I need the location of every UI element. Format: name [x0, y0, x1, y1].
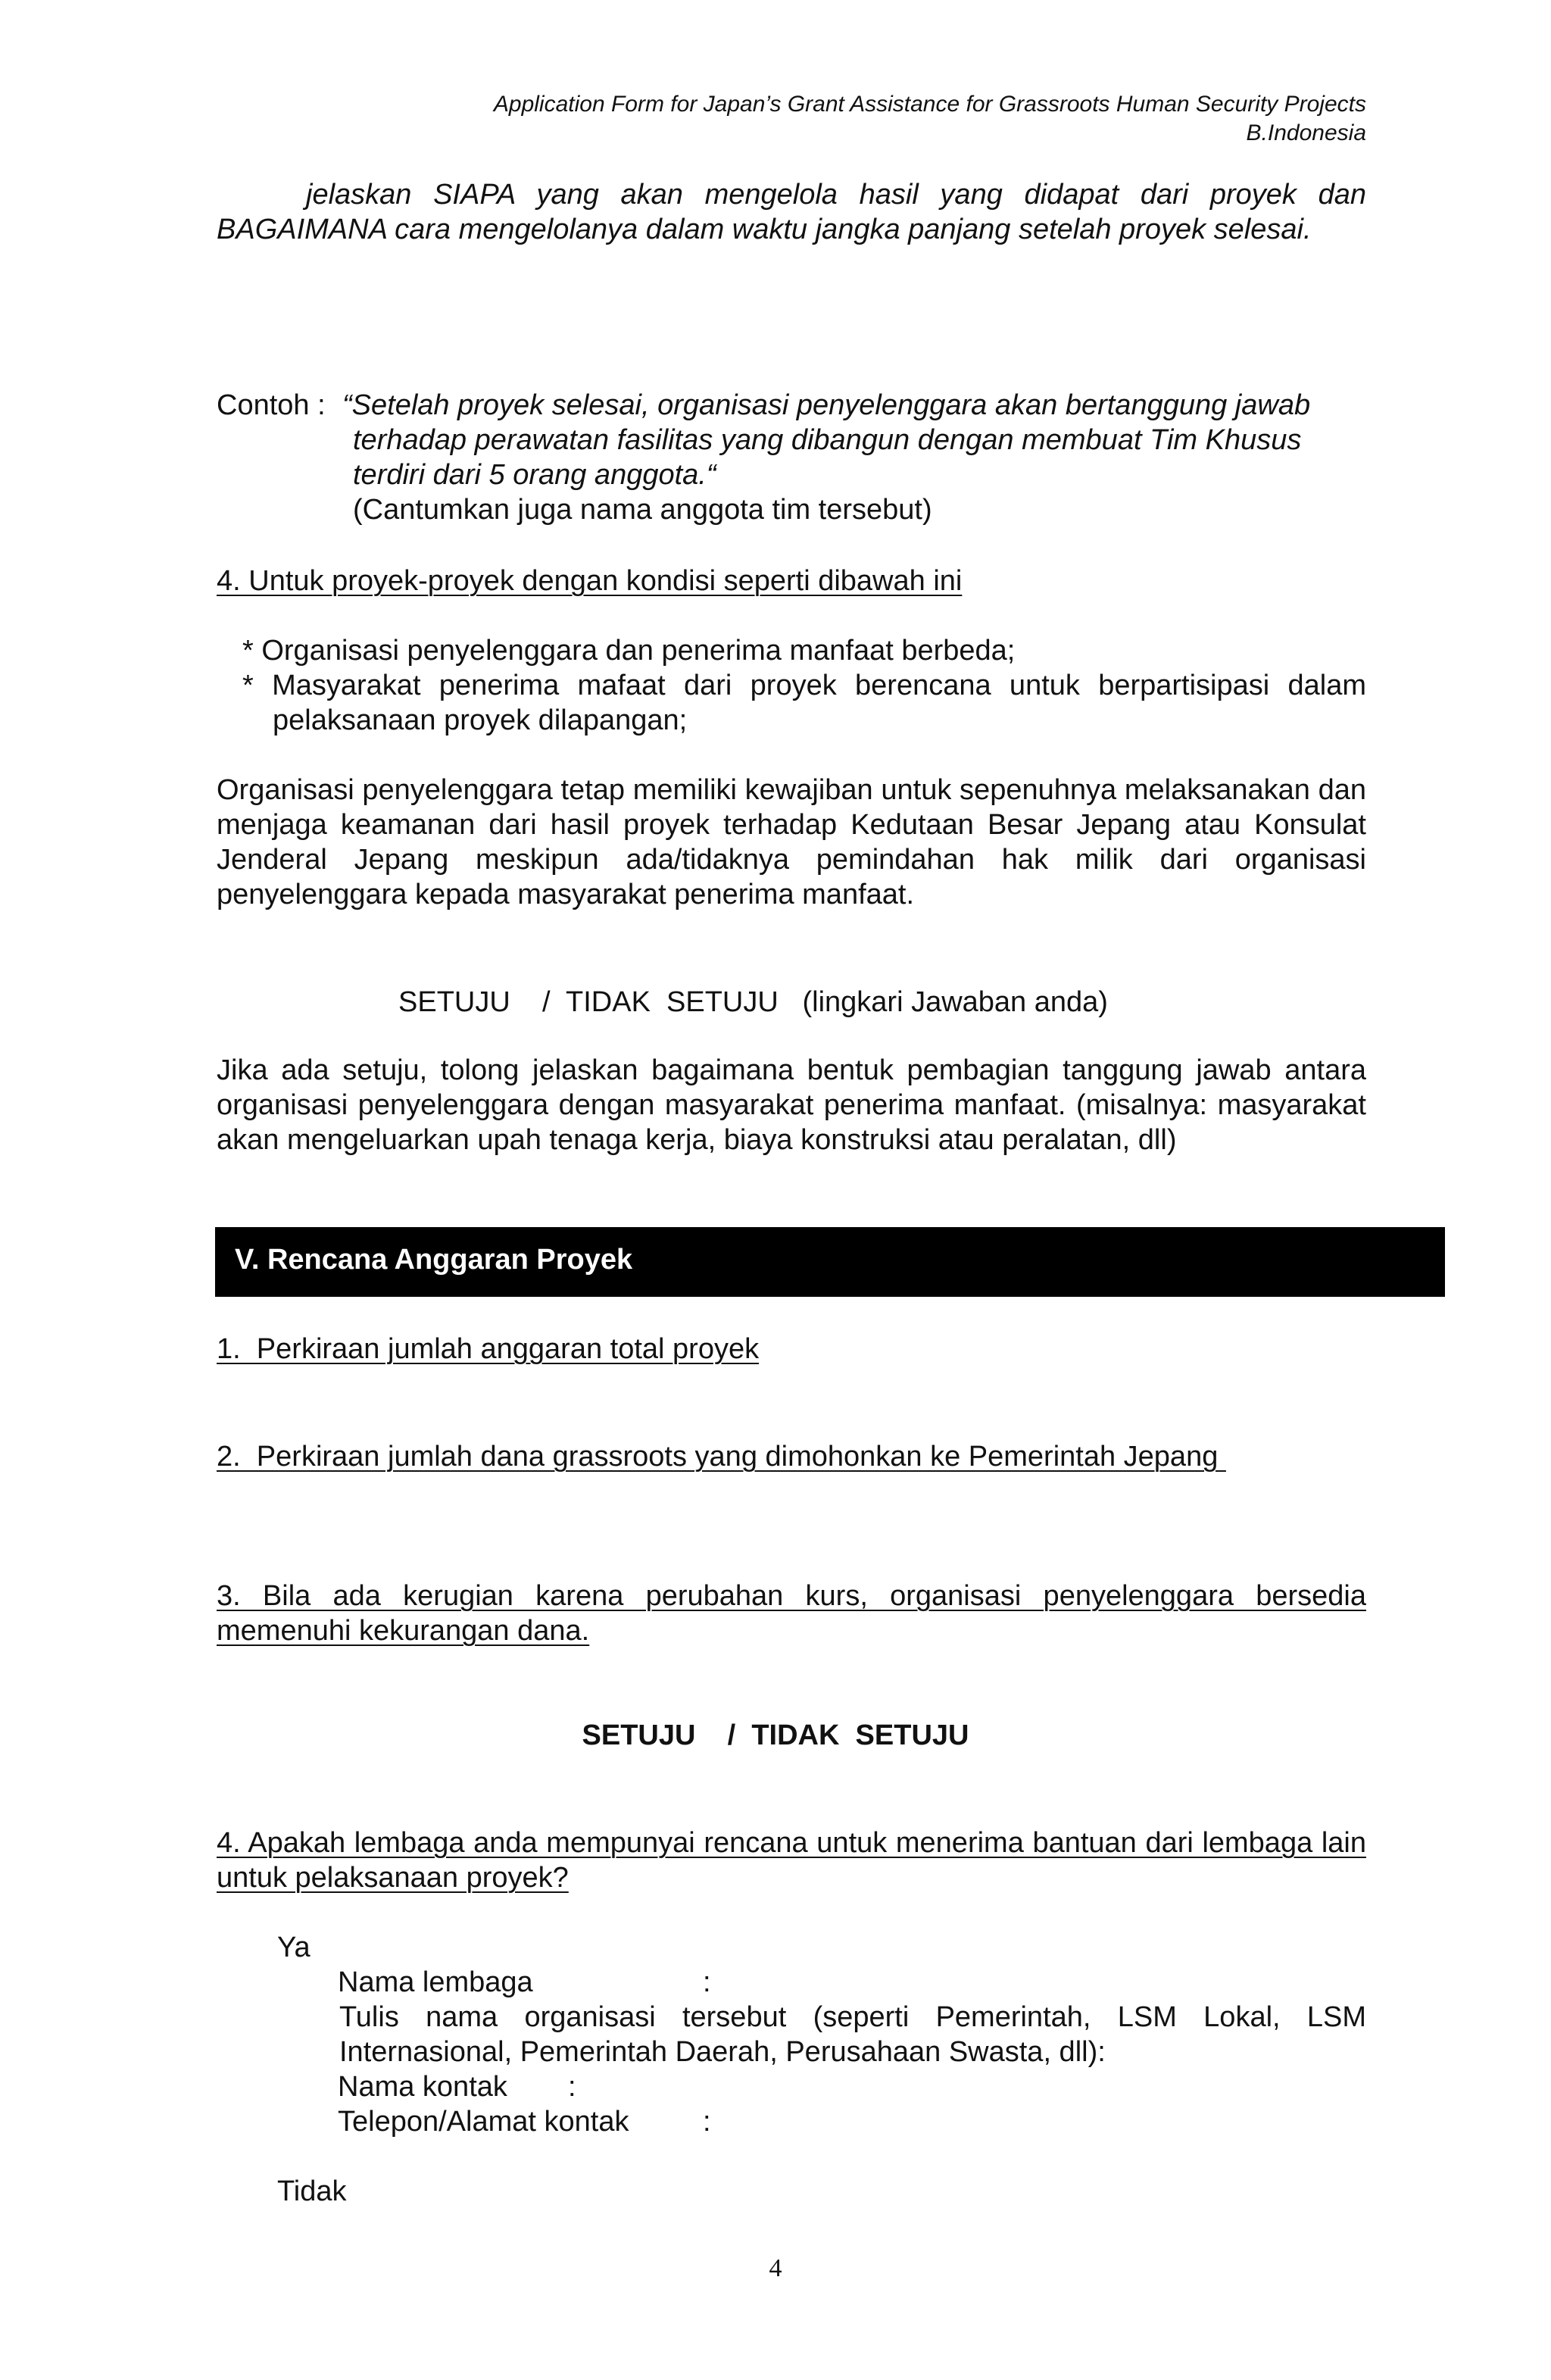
obligation-paragraph: Organisasi penyelenggara tetap memiliki kewajiban untuk sepenuhnya melaksanakan dan menjaga keamanan dari hasil proyek terhadap Kedutaan Besar Jepang atau Konsulat Jenderal Jepang meskipun ada/tidaknya pemindahan hak milik dari organisasi penyelenggara kepada masyarakat penerima manfaat. — [217, 774, 1366, 910]
budget-item-3: 3. Bila ada kerugian karena perubahan kurs, organisasi penyelenggara bersedia memenuhi kekurangan dana. — [217, 1580, 1366, 1647]
example-note: (Cantumkan juga nama anggota tim tersebut) — [353, 494, 932, 526]
header-title: Application Form for Japan’s Grant Assistance for Grassroots Human Security Projects — [493, 92, 1366, 117]
budget-item-4: 4. Apakah lembaga anda mempunyai rencana untuk menerima bantuan dari lembaga lain untuk pelaksanaan proyek? — [217, 1827, 1366, 1894]
contact-phone-label: Telepon/Alamat kontak — [338, 2106, 629, 2138]
bullet-item: * Masyarakat penerima mafaat dari proyek berencana untuk berpartisipasi dalam — [242, 670, 1366, 701]
option-no[interactable]: Tidak — [277, 2175, 347, 2207]
org-name-colon: : — [703, 1966, 711, 1998]
page-number: 4 — [769, 2254, 782, 2282]
contact-name-label: Nama kontak — [338, 2071, 507, 2103]
org-type-instruction: Tulis nama organisasi tersebut (seperti Pemerintah, LSM Lokal, LSM Internasional, Pemerintah Daerah, Perusahaan Swasta, dll): — [339, 2001, 1366, 2068]
example-line-2: terhadap perawatan fasilitas yang dibangun dengan membuat Tim Khusus — [353, 424, 1302, 456]
section-4-heading: 4. Untuk proyek-proyek dengan kondisi seperti dibawah ini — [217, 565, 963, 597]
intro-instruction: jelaskan SIAPA yang akan mengelola hasil yang didapat dari proyek dan BAGAIMANA cara mengelolanya dalam waktu jangka panjang setelah proyek selesai. — [217, 179, 1366, 245]
budget-agreement-choice[interactable]: SETUJU / TIDAK SETUJU — [582, 1719, 969, 1751]
section-title: V. Rencana Anggaran Proyek — [235, 1244, 633, 1276]
bullet-item: * Organisasi penyelenggara dan penerima manfaat berbeda; — [242, 635, 1016, 667]
header-subtitle: B.Indonesia — [1246, 120, 1366, 145]
example-label: Contoh : — [217, 389, 326, 421]
responsibility-paragraph: Jika ada setuju, tolong jelaskan bagaimana bentuk pembagian tanggung jawab antara organisasi penyelenggara dengan masyarakat penerima manfaat. (misalnya: masyarakat akan mengeluarkan upah tenaga kerja, biaya konstruksi atau peralatan, dll) — [217, 1054, 1366, 1156]
budget-item-1: 1. Perkiraan jumlah anggaran total proyek — [217, 1333, 760, 1365]
section-banner — [215, 1227, 1445, 1297]
example-line-1: “Setelah proyek selesai, organisasi penyelenggara akan bertanggung jawab — [342, 389, 1311, 421]
org-name-label: Nama lembaga — [338, 1966, 533, 1998]
example-line-3: terdiri dari 5 orang anggota.“ — [353, 459, 716, 491]
agreement-choice[interactable]: SETUJU / TIDAK SETUJU (lingkari Jawaban anda) — [398, 986, 1108, 1018]
option-yes[interactable]: Ya — [277, 1932, 311, 1963]
bullet-item-continuation: pelaksanaan proyek dilapangan; — [273, 704, 688, 736]
contact-phone-colon: : — [703, 2106, 711, 2138]
budget-item-2: 2. Perkiraan jumlah dana grassroots yang dimohonkan ke Pemerintah Jepang — [217, 1441, 1226, 1473]
contact-name-colon: : — [568, 2071, 576, 2103]
